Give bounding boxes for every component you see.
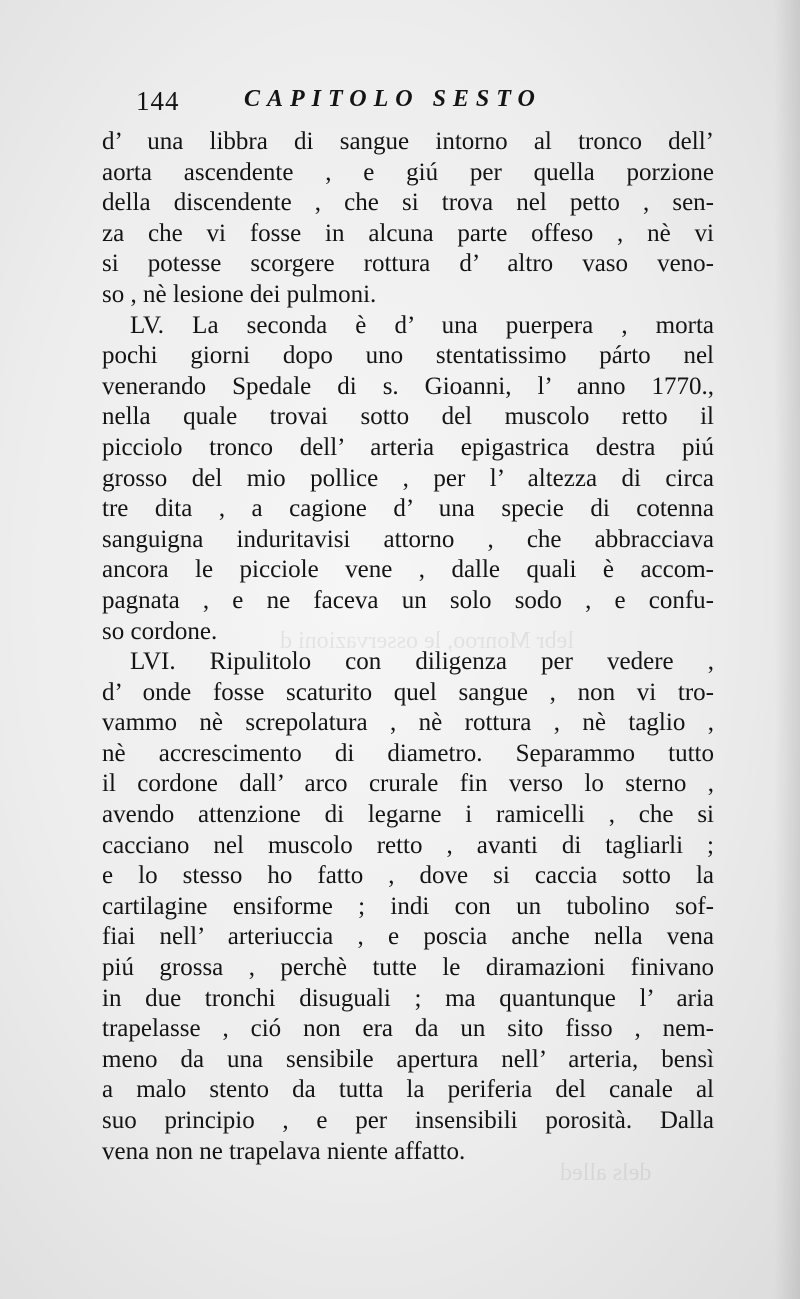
text-line: sanguigna induritavisi attorno , che abbracciava [102,525,714,553]
text-line: pagnata , e ne faceva un solo sodo , e confu- [102,586,714,614]
text-line: nè accrescimento di diametro. Separammo tutto [102,739,714,767]
text-line: picciolo tronco dell’ arteria epigastrica destra piú [102,433,714,461]
text-line: vammo nè screpolatura , nè rottura , nè taglio , [102,709,714,737]
text-line: grosso del mio pollice , per l’ altezza di circa [102,464,714,492]
text-line: trapelasse , ció non era da un sito fisso , nem- [102,1015,714,1043]
text-line: pochi giorni dopo uno stentatissimo párto nel [102,342,714,370]
body-text [102,127,714,1167]
page-edge-shadow [774,0,800,1299]
text-line: LV. La seconda è d’ una puerpera , morta [130,311,714,339]
text-line: ancora le picciole vene , dalle quali è accom- [102,556,714,584]
text-line: della discendente , che si trova nel petto , sen- [102,189,714,217]
text-line: piú grossa , perchè tutte le diramazioni finivano [102,954,714,982]
text-line: venerando Spedale di s. Gioanni, l’ anno 1770., [102,372,714,400]
text-line: suo principio , e per insensibili porosità. Dalla [102,1107,714,1134]
bleed-through-mark: lebr Monroo, le osservazioni d [280,628,574,654]
text-line: d’ una libbra di sangue intorno al tronco dell’ [102,128,714,155]
text-line: tre dita , a cagione d’ una specie di cotenna [102,495,714,523]
text-line: aorta ascendente , e giú per quella porzione [102,158,714,186]
text-line: il cordone dall’ arco crurale fin verso lo sterno , [102,770,714,798]
text-line: fiai nell’ arteriuccia , e poscia anche nella vena [102,923,714,951]
text-line: d’ onde fosse scaturito quel sangue , non vi tro- [102,678,714,706]
bleed-through-mark: dels alled [560,1160,652,1186]
page-number: 144 [136,86,180,116]
text-line: si potesse scorgere rottura d’ altro vaso veno- [102,250,714,278]
text-line: so , nè lesione dei pulmoni. [102,280,377,308]
text-line: LVI. Ripulitolo con diligenza per vedere , [130,648,714,676]
text-line: a malo stento da tutta la periferia del canale al [102,1076,714,1104]
text-line: za che vi fosse in alcuna parte offeso , nè vi [102,219,714,247]
text-line: cacciano nel muscolo retto , avanti di tagliarli ; [102,831,714,859]
text-line: avendo attenzione di legarne i ramicelli , che si [102,801,714,829]
text-line: nella quale trovai sotto del muscolo retto il [102,403,714,431]
text-line: cartilagine ensiforme ; indi con un tubolino sof- [102,892,714,920]
text-line: vena non ne trapelava niente affatto. [102,1137,466,1165]
text-line: so cordone. [102,617,218,645]
text-line: e lo stesso ho fatto , dove si caccia sotto la [102,862,714,890]
running-head: CAPITOLO SESTO [244,86,542,112]
text-line: meno da una sensibile apertura nell’ arteria, bensì [102,1045,714,1073]
page-header [136,86,606,120]
text-line: in due tronchi disuguali ; ma quantunque l’ aria [102,984,714,1012]
